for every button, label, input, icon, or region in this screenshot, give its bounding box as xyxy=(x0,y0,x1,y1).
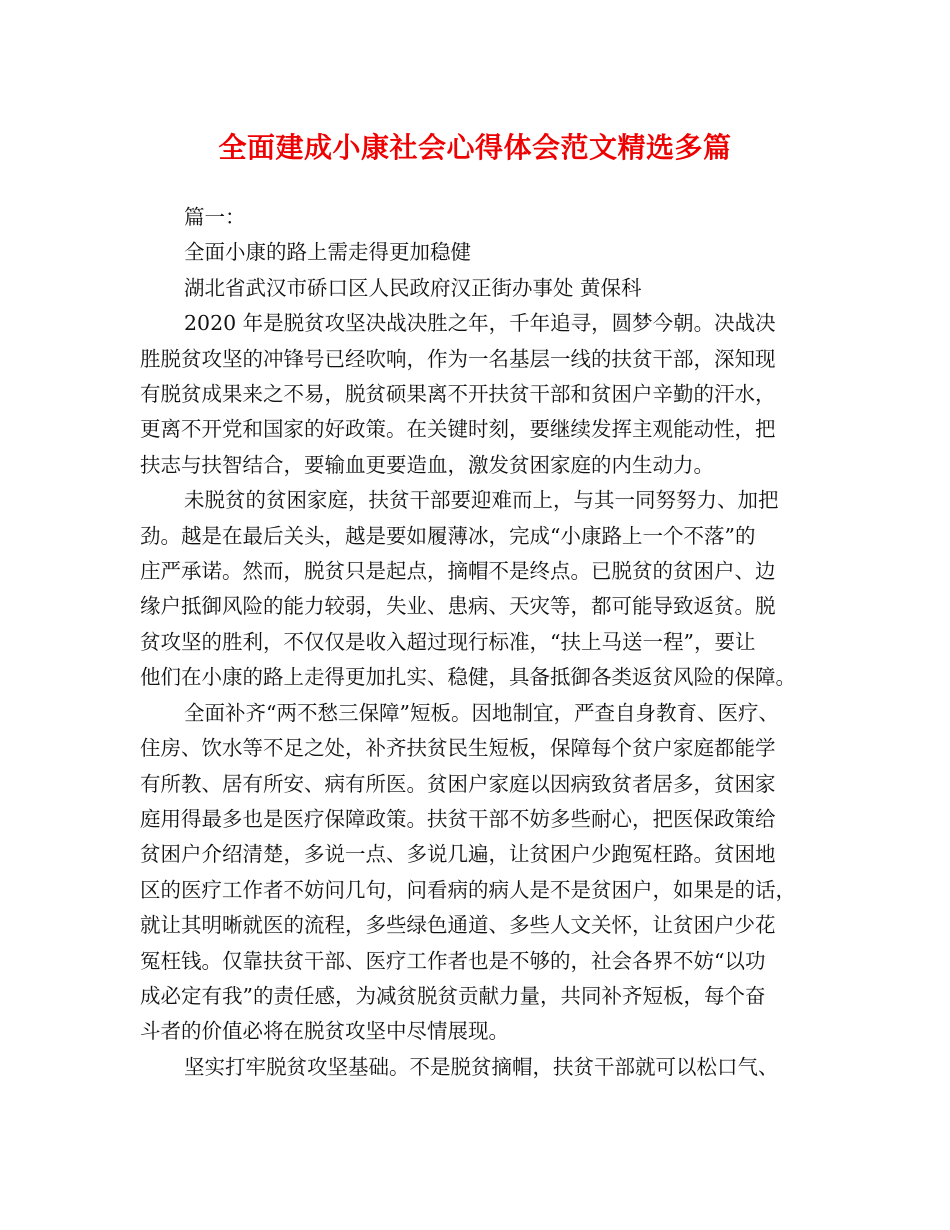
text-line: 有所教、居有所安、病有所医。贫困户家庭以因病致贫者居多，贫困家 xyxy=(140,771,776,796)
text-line: 未脱贫的贫困家庭，扶贫干部要迎难而上，与其一同努努力、加把 xyxy=(184,488,779,513)
text-line: 坚实打牢脱贫攻坚基础。不是脱贫摘帽，扶贫干部就可以松口气、 xyxy=(184,1054,779,1079)
text-line: 更离不开党和国家的好政策。在关键时刻，要继续发挥主观能动性，把 xyxy=(140,417,776,442)
text-line: 全面小康的路上需走得更加稳健 xyxy=(184,240,471,265)
text-line: 有脱贫成果来之不易，脱贫硕果离不开扶贫干部和贫困户辛勤的汗水， xyxy=(140,382,776,407)
text-line: 庄严承诺。然而，脱贫只是起点，摘帽不是终点。已脱贫的贫困户、边 xyxy=(140,559,776,584)
text-line: 区的医疗工作者不妨问几句，问看病的病人是不是贫困户，如果是的话， xyxy=(140,877,796,902)
document-title: 全面建成小康社会心得体会范文精选多篇 xyxy=(218,131,732,164)
text-line: 就让其明晰就医的流程，多些绿色通道、多些人文关怀，让贫困户少花 xyxy=(140,913,776,938)
text-line: 胜脱贫攻坚的冲锋号已经吹响，作为一名基层一线的扶贫干部，深知现 xyxy=(140,346,776,371)
text-line: 2020 年是脱贫攻坚决战决胜之年，千年追寻，圆梦今朝。决战决 xyxy=(184,311,776,336)
text-line: 成必定有我”的责任感，为减贫脱贫贡献力量，共同补齐短板，每个奋 xyxy=(140,983,766,1008)
text-line: 斗者的价值必将在脱贫攻坚中尽情展现。 xyxy=(140,1019,509,1044)
text-line: 湖北省武汉市硚口区人民政府汉正街办事处 黄保科 xyxy=(184,275,642,300)
text-line: 冤枉钱。仅靠扶贫干部、医疗工作者也是不够的，社会各界不妨“以功 xyxy=(140,948,766,973)
text-line: 劲。越是在最后关头，越是要如履薄冰，完成“小康路上一个不落”的 xyxy=(140,523,756,548)
text-line: 扶志与扶智结合，要输血更要造血，激发贫困家庭的内生动力。 xyxy=(140,452,714,477)
text-line: 缘户抵御风险的能力较弱，失业、患病、天灾等，都可能导致返贫。脱 xyxy=(140,594,776,619)
text-line: 庭用得最多也是医疗保障政策。扶贫干部不妨多些耐心，把医保政策给 xyxy=(140,806,776,831)
document-body xyxy=(140,200,824,1085)
text-line: 他们在小康的路上走得更加扎实、稳健，具备抵御各类返贫风险的保障。 xyxy=(140,665,796,690)
text-line: 全面补齐“两不愁三保障”短板。因地制宜，严查自身教育、医疗、 xyxy=(184,700,779,725)
text-line: 贫攻坚的胜利，不仅仅是收入超过现行标准，“扶上马送一程”，要让 xyxy=(140,629,756,654)
text-line: 篇一： xyxy=(184,205,246,229)
text-line: 贫困户介绍清楚，多说一点、多说几遍，让贫困户少跑冤枉路。贫困地 xyxy=(140,842,776,867)
text-line: 住房、饮水等不足之处，补齐扶贫民生短板，保障每个贫户家庭都能学 xyxy=(140,736,776,761)
